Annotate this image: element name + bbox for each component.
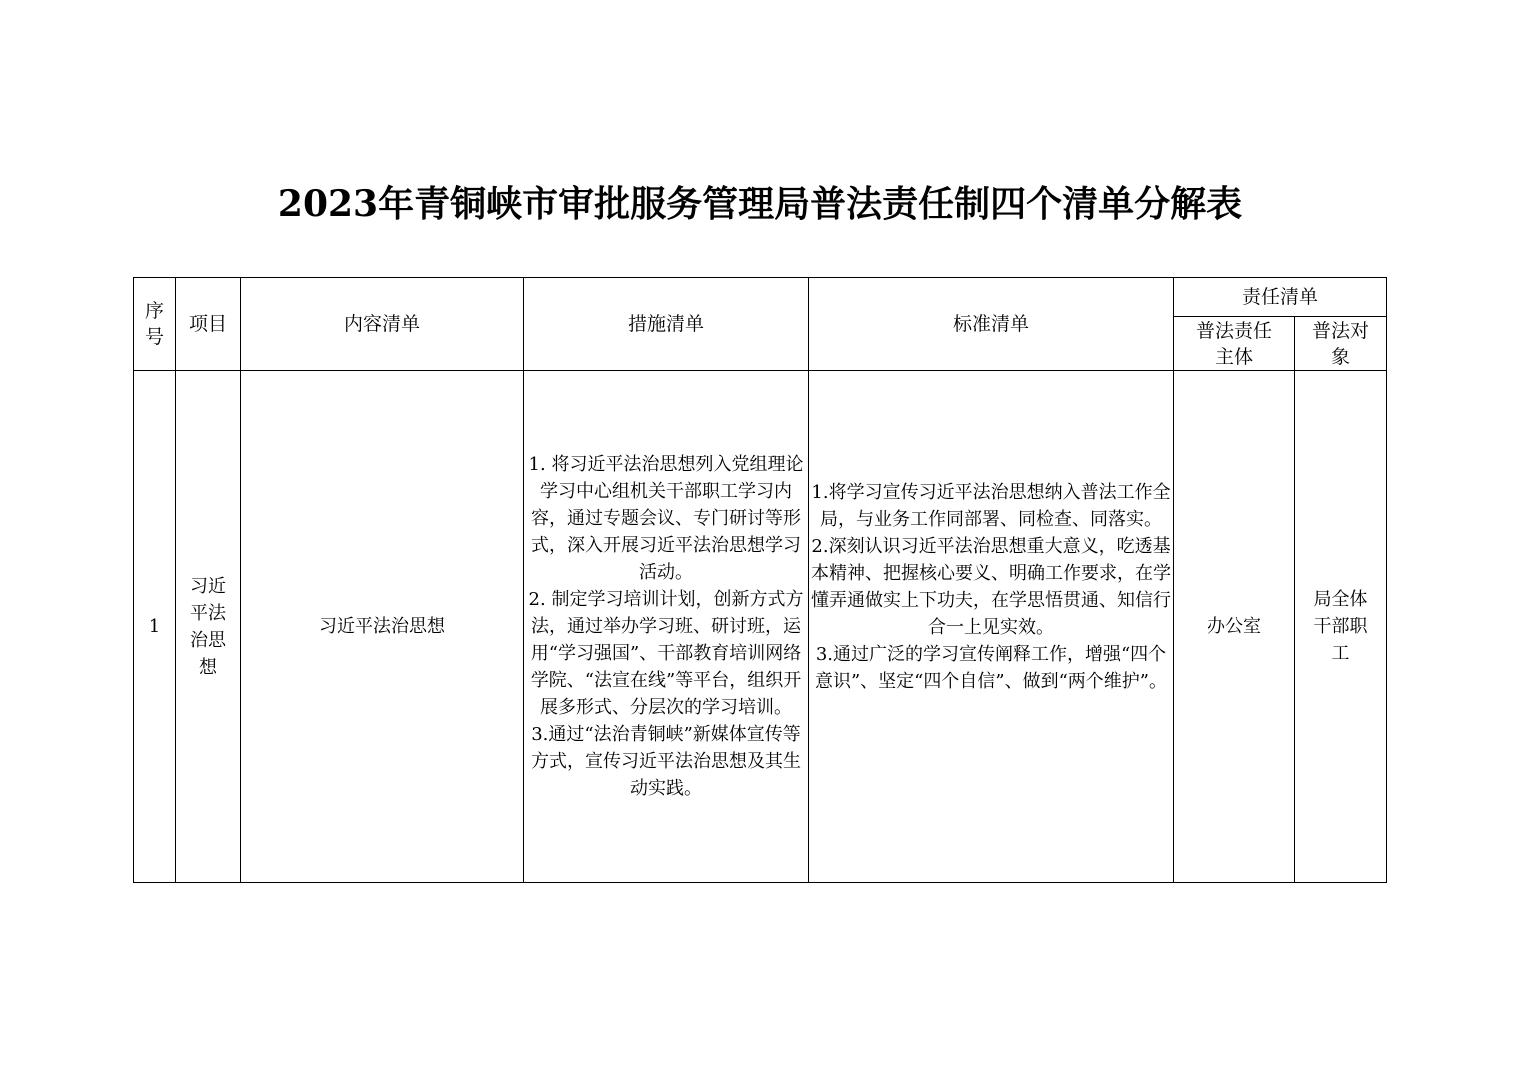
header-resp-subject: 普法责任主体 [1174, 317, 1295, 371]
cell-resp-subject: 办公室 [1174, 371, 1295, 883]
cell-resp-target: 局全体干部职工 [1295, 371, 1387, 883]
header-resp-target: 普法对象 [1295, 317, 1387, 371]
header-seq: 序号 [134, 278, 176, 371]
header-responsibility: 责任清单 [1174, 278, 1387, 317]
cell-seq: 1 [134, 371, 176, 883]
header-standards: 标准清单 [809, 278, 1174, 371]
cell-standards [809, 371, 1174, 883]
header-row-1 [134, 278, 1387, 317]
cell-item: 习近平法治思想 [176, 371, 241, 883]
measure-item-1: 1. 将习近平法治思想列入党组理论学习中心组机关干部职工学习内容，通过专题会议、专门研讨等形式，深入开展习近平法治思想学习活动。 [528, 454, 804, 583]
header-measures: 措施清单 [524, 278, 809, 371]
header-item: 项目 [176, 278, 241, 371]
standard-item-2: 2.深刻认识习近平法治思想重大意义，吃透基本精神、把握核心要义、明确工作要求，在学懂弄通做实上下功夫，在学思悟贯通、知信行合一上见实效。 [811, 536, 1171, 638]
cell-measures [524, 371, 809, 883]
table-row [134, 371, 1387, 883]
document-title: 2023年青铜峡市审批服务管理局普法责任制四个清单分解表 [277, 183, 1243, 225]
standard-item-3: 3.通过广泛的学习宣传阐释工作，增强“四个意识”、坚定“四个自信”、做到“两个维护”。 [814, 644, 1167, 692]
cell-content: 习近平法治思想 [241, 371, 524, 883]
header-content: 内容清单 [241, 278, 524, 371]
standard-item-1: 1.将学习宣传习近平法治思想纳入普法工作全局，与业务工作同部署、同检查、同落实。 [811, 482, 1171, 530]
responsibility-table [133, 277, 1387, 883]
measure-item-2: 2. 制定学习培训计划，创新方式方法，通过举办学习班、研讨班，运用“学习强国”、干部教育培训网络学院、“法宣在线”等平台，组织开展多形式、分层次的学习培训。 [528, 589, 804, 718]
measure-item-3: 3.通过“法治青铜峡”新媒体宣传等方式，宣传习近平法治思想及其生动实践。 [531, 724, 801, 799]
